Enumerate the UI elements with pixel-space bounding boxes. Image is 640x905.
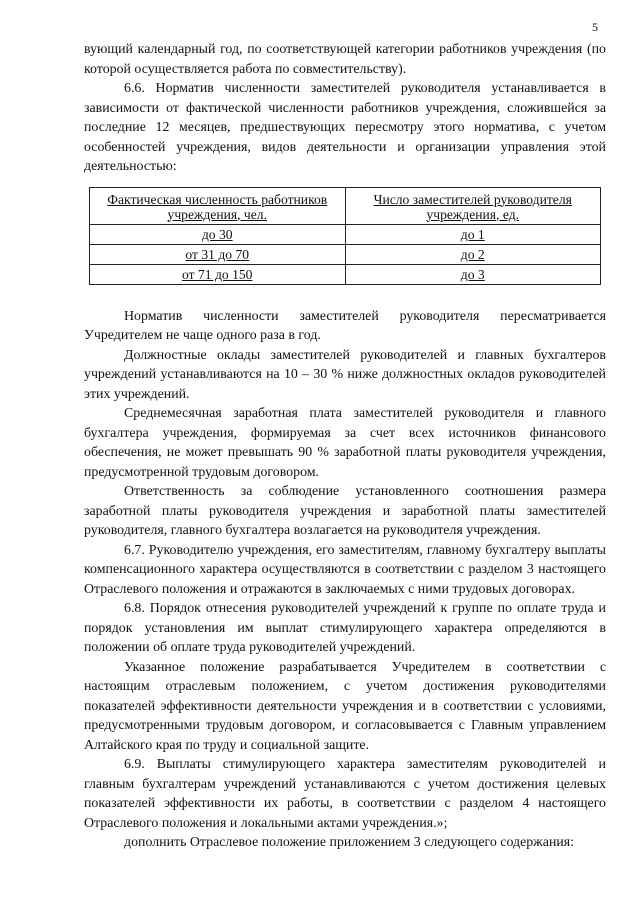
- table-cell: до 2: [345, 244, 601, 264]
- table-row: [90, 264, 601, 284]
- table-row: [90, 244, 601, 264]
- table-cell: от 71 до 150: [90, 264, 346, 284]
- table-cell: до 1: [345, 224, 601, 244]
- page-number: 5: [592, 20, 598, 34]
- paragraph: 6.7. Руководителю учреждения, его заместителям, главному бухгалтеру выплаты компенсационного характера осуществляются в соответствии с разделом 3 настоящего Отраслевого положения и отражаются в заключаемых с ними трудовых договорах.: [84, 542, 606, 597]
- column-header: Фактическая численность работников учреждения, чел.: [90, 187, 346, 224]
- paragraph: 6.8. Порядок отнесения руководителей учреждений к группе по оплате труда и порядок установления им выплат стимулирующего характера определяются в положении об оплате труда руководителей учреждений.: [84, 601, 606, 655]
- table-cell: до 30: [90, 224, 346, 244]
- paragraph: Среднемесячная заработная плата заместителей руководителя и главного бухгалтера учреждения, формируемая за счет всех источников финансового обеспечения, не может превышать 90 % заработной платы руководителя учреждения, предусмотренной трудовым договором.: [84, 406, 606, 480]
- document-body: [84, 40, 606, 853]
- paragraph: Должностные оклады заместителей руководителей и главных бухгалтеров учреждений устанавливаются на 10 – 30 % ниже должностных окладов руководителей этих учреждений.: [84, 347, 606, 402]
- table-header-row: [90, 187, 601, 224]
- table-cell: от 31 до 70: [90, 244, 346, 264]
- spacer: [84, 285, 606, 307]
- paragraph: 6.9. Выплаты стимулирующего характера заместителям руководителей и главным бухгалтерам учреждений устанавливаются с учетом достижения целевых показателей эффективности их работы, в соответствии с разделом 4 настоящего Отраслевого положения и локальными актами учреждения.»;: [84, 757, 606, 831]
- paragraph: 6.6. Норматив численности заместителей руководителя устанавливается в зависимости от фактической численности работников учреждения, сложившейся за последние 12 месяцев, предшествующих пересмотру этого норматива, с учетом особенностей учреждения, видов деятельности и организации управления этой деятельностью:: [84, 81, 606, 174]
- paragraph: Ответственность за соблюдение установленного соотношения размера заработной платы руководителя учреждения и заработной платы заместителей руководителя, главного бухгалтера возлагается на руководителя учреждения.: [84, 484, 606, 538]
- paragraph: Норматив численности заместителей руководителя пересматривается Учредителем не чаще одного раза в год.: [84, 308, 606, 343]
- paragraph: Указанное положение разрабатывается Учредителем в соответствии с настоящим отраслевым положением, с учетом достижения руководителями показателей эффективности деятельности учреждения и в соответствии с условиями, предусмотренными трудовым договором, и согласовывается с Главным управлением Алтайского края по труду и социальной защите.: [84, 659, 606, 753]
- column-header: Число заместителей руководителя учреждения, ед.: [345, 187, 601, 224]
- paragraph: вующий календарный год, по соответствующей категории работников учреждения (по которой осуществляется работа по совместительству).: [84, 42, 606, 77]
- table-cell: до 3: [345, 264, 601, 284]
- staffing-norm-table: [89, 187, 601, 285]
- paragraph: дополнить Отраслевое положение приложением 3 следующего содержания:: [124, 835, 575, 850]
- table-row: [90, 224, 601, 244]
